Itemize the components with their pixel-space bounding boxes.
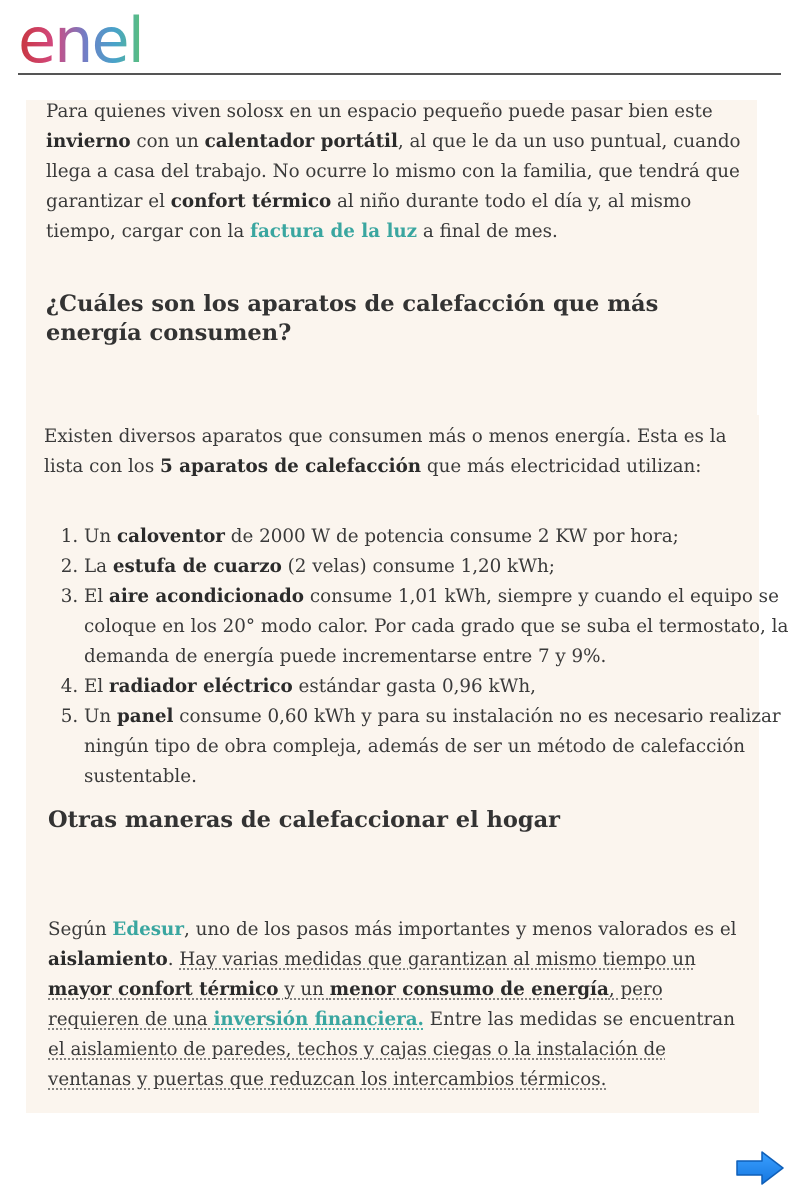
underlined-text: el aislamiento de paredes, techos y cajas ciegas o la instalación de ventanas y puertas que reduzcan los intercambios térmicos. [48,1039,666,1090]
underlined-text: Hay varias medidas que garantizan al mismo tiempo un mayor confort térmico y un menor consumo de energía, pero requieren de una [48,949,696,1030]
list-item: 2. La estufa de cuarzo (2 velas) consume 1,20 kWh; [84,552,789,582]
right-arrow-icon[interactable] [734,1148,786,1188]
link-factura-luz[interactable]: factura de la luz [250,221,418,242]
list-item: 4. El radiador eléctrico estándar gasta 0,96 kWh, [84,672,789,702]
list-item: 5. Un panel consume 0,60 kWh y para su instalación no es necesario realizar ningún tipo de obra compleja, además de ser un método de calefacción sustentable. [84,702,789,792]
list-intro-paragraph: Existen diversos aparatos que consumen más o menos energía. Esta es la lista con los 5 aparatos de calefacción que más electricidad utilizan: [44,426,727,477]
link-edesur[interactable]: Edesur [112,919,184,940]
closing-paragraph: Según Edesur, uno de los pasos más importantes y menos valorados es el aislamiento. Hay varias medidas que garantizan al mismo tiempo un mayor confort térmico y un menor consumo de energía, pero requieren de una inversión financiera. Entre las medidas se encuentran el aislamiento de paredes, techos y cajas ciegas o la instalación de ventanas y puertas que reduzcan los intercambios térmicos. [48,919,737,1090]
page-header [0,0,800,76]
list-item: 3. El aire acondicionado consume 1,01 kWh, siempre y cuando el equipo se coloque en los 20° modo calor. Por cada grado que se suba el termostato, la demanda de energía puede incrementarse entre 7 y 9%. [84,582,789,672]
intro-paragraph: Para quienes viven solosx en un espacio pequeño puede pasar bien este invierno con un calentador portátil, al que le da un uso puntual, cuando llega a casa del trabajo. No ocurre lo mismo con la familia, que tendrá que garantizar el confort térmico al niño durante todo el día y, al mismo tiempo, cargar con la factura de la luz a final de mes. [46,101,741,242]
section-heading: ¿Cuáles son los aparatos de calefacción que más energía consumen? [46,291,659,346]
link-inversion-financiera[interactable]: inversión financiera. [213,1009,424,1030]
section-heading: Otras maneras de calefaccionar el hogar [48,807,561,833]
appliance-list [46,522,789,792]
svg-text:enel: enel [18,4,143,68]
list-item: 1. Un caloventor de 2000 W de potencia consume 2 KW por hora; [84,522,789,552]
enel-logo[interactable] [16,4,181,68]
header-divider [18,73,781,75]
